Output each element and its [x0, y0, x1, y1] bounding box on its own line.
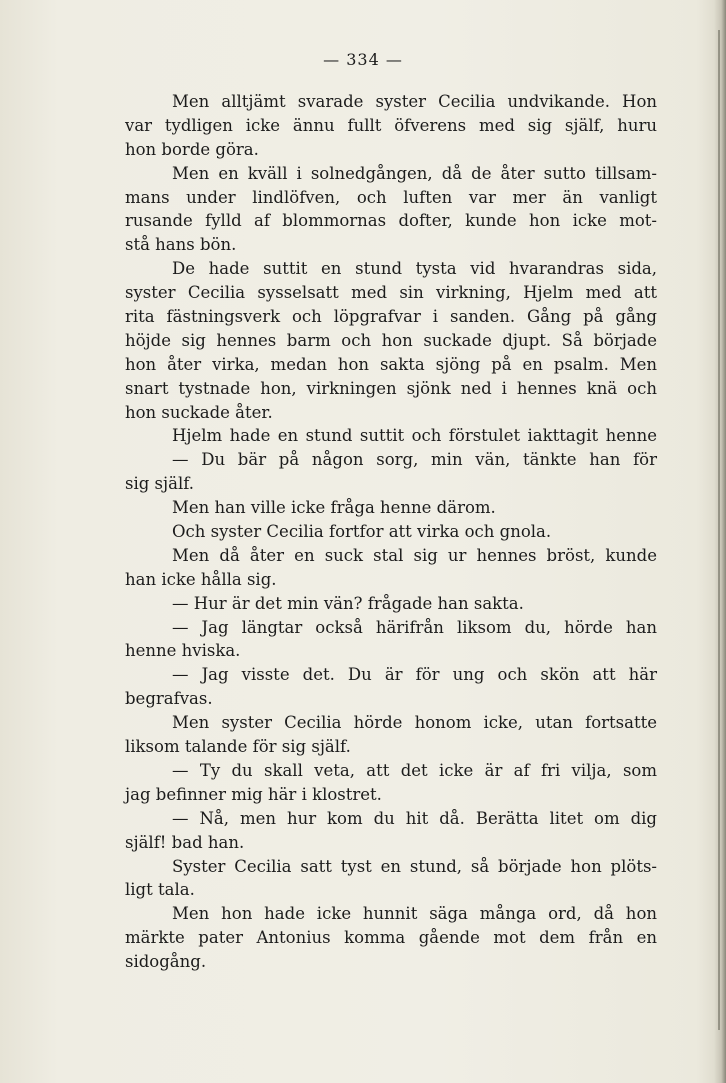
text-line: rita fästningsverk och löpgrafvar i sanden. Gång på gång — [125, 307, 657, 327]
text-line: jag befinner mig här i klostret. — [125, 784, 382, 804]
text-line: — Du bär på någon sorg, min vän, tänkte han för — [172, 450, 657, 470]
text-line: han icke hålla sig. — [125, 569, 277, 589]
text-line: var tydligen icke ännu fullt öfverens med sig själf, huru — [125, 115, 657, 135]
text-line: syster Cecilia sysselsatt med sin virkning, Hjelm med att — [125, 283, 657, 303]
text-line: märkte pater Antonius komma gående mot dem från en — [125, 928, 657, 948]
text-line: — Hur är det min vän? frågade han sakta. — [172, 593, 524, 613]
text-line: Men syster Cecilia hörde honom icke, utan fortsatte — [172, 713, 657, 733]
text-line: själf! bad han. — [125, 832, 245, 852]
text-line: — Jag visste det. Du är för ung och skön att här — [172, 665, 657, 685]
text-line: Men då åter en suck stal sig ur hennes bröst, kunde — [172, 545, 657, 565]
text-line: Men alltjämt svarade syster Cecilia undvikande. Hon — [172, 92, 657, 111]
text-line: sig själf. — [125, 474, 195, 494]
text-line: ligt tala. — [125, 880, 195, 900]
text-line: De hade suttit en stund tysta vid hvarandras sida, — [172, 259, 657, 279]
text-line: liksom talande för sig själf. — [125, 737, 351, 757]
text-line: snart tystnade hon, virkningen sjönk ned i hennes knä och — [125, 378, 657, 398]
text-line: Men en kväll i solnedgången, då de åter sutto tillsam- — [172, 163, 657, 183]
text-line: hon borde göra. — [125, 139, 259, 159]
text-line: — Jag längtar också härifrån liksom du, hörde han — [172, 617, 657, 637]
text-line: hon åter virka, medan hon sakta sjöng på en psalm. Men — [125, 354, 657, 374]
text-line: höjde sig hennes barm och hon suckade djupt. Så började — [125, 330, 657, 350]
text-line: Men hon hade icke hunnit säga många ord, då hon — [172, 904, 657, 924]
page-edge-shadow — [714, 0, 726, 1083]
text-line: stå hans bön. — [125, 235, 237, 255]
text-line: Och syster Cecilia fortfor att virka och gnola. — [172, 522, 552, 542]
text-line: — Nå, men hur kom du hit då. Berätta litet om dig — [172, 808, 657, 828]
text-line: begrafvas. — [125, 689, 213, 709]
body-text — [125, 90, 657, 974]
text-line: rusande fylld af blommornas dofter, kunde hon icke mot- — [125, 211, 657, 231]
text-line: Hjelm hade en stund suttit och förstulet iakttagit henne — [172, 426, 657, 446]
text-line: sidogång. — [125, 952, 207, 972]
text-line: — Ty du skall veta, att det icke är af fri vilja, som — [172, 760, 657, 780]
page-edge-line — [718, 30, 720, 1030]
text-line: Syster Cecilia satt tyst en stund, så började hon plöts- — [172, 856, 657, 876]
text-line: henne hviska. — [125, 641, 241, 661]
page-number: — 334 — — [323, 50, 403, 69]
text-line: Men han ville icke fråga henne därom. — [172, 498, 496, 518]
text-line: mans under lindlöfven, och luften var mer än vanligt — [125, 187, 657, 207]
text-line: hon suckade åter. — [125, 402, 273, 422]
